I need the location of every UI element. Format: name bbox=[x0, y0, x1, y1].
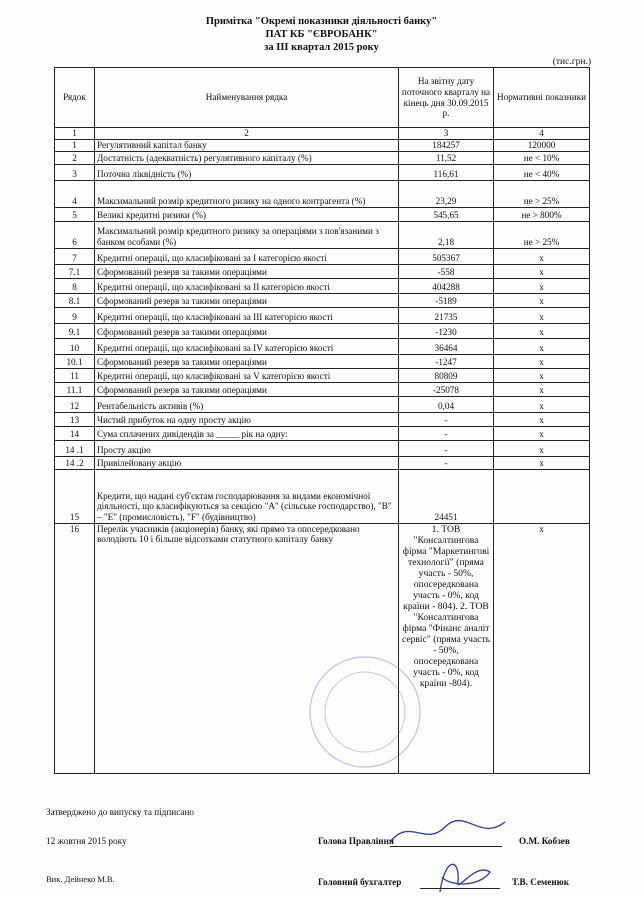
col-num: 2 bbox=[95, 128, 399, 140]
row-norm: x bbox=[494, 338, 590, 354]
row-number: 11 bbox=[55, 368, 95, 382]
row-value: - bbox=[399, 456, 494, 469]
row-name: Сформований резерв за такими операціями bbox=[95, 354, 399, 368]
row-norm: не < 10% bbox=[494, 151, 590, 164]
row-name: Поточна ліквідність (%) bbox=[95, 164, 399, 180]
row-value: - bbox=[399, 426, 494, 440]
row-value: 11,52 bbox=[399, 151, 494, 164]
header-norm: Нормативні показники bbox=[494, 68, 590, 128]
row-value: 80809 bbox=[399, 368, 494, 382]
row-number: 4 bbox=[55, 180, 95, 207]
header-name: Найменування рядка bbox=[95, 68, 399, 128]
row-value: 1. ТОВ "Консалтингова фірма "Маркетингові технології" (пряма участь - 50%, опосередкована участь - 0%, код країни - 804). 2. ТОВ "Консалтингова фірма "Фінанс аналіт сервіс" (пряма участь - 50%, опосередкована участь - 0%, код країни -804). bbox=[399, 523, 494, 773]
row-norm: не > 25% bbox=[494, 221, 590, 248]
row-name: Кредити, що надані суб'єктам господарювання за видами економічної діяльності, що класифікуються за секцією "А" (сільське господарство), "В" – "Е" (промисловість), "F" (будівництво) bbox=[95, 469, 399, 523]
row-norm: не > 25% bbox=[494, 180, 590, 207]
table-row bbox=[55, 323, 590, 338]
row-norm: x bbox=[494, 323, 590, 338]
row-name: Сформований резерв за такими операціями bbox=[95, 382, 399, 396]
row-number: 2 bbox=[55, 151, 95, 164]
row-number: 1 bbox=[55, 139, 95, 151]
row-name: Регулятивний капітал банку bbox=[95, 139, 399, 151]
row-value: - bbox=[399, 412, 494, 426]
row-value: 21735 bbox=[399, 307, 494, 323]
row-number: 9.1 bbox=[55, 323, 95, 338]
row-value: 505367 bbox=[399, 248, 494, 264]
row-norm: не > 800% bbox=[494, 207, 590, 221]
row-number: 11.1 bbox=[55, 382, 95, 396]
row-number: 14 .2 bbox=[55, 456, 95, 469]
row-norm: x bbox=[494, 307, 590, 323]
row-number: 10 bbox=[55, 338, 95, 354]
row-number: 15 bbox=[55, 469, 95, 523]
row-name: Сума сплачених дивідендів за _____ рік на одну: bbox=[95, 426, 399, 440]
row-name: Сформований резерв за такими операціями bbox=[95, 264, 399, 278]
row-value: 0,04 bbox=[399, 396, 494, 412]
col-num: 1 bbox=[55, 128, 95, 140]
row-norm: x bbox=[494, 382, 590, 396]
row-name: Сформований резерв за такими операціями bbox=[95, 323, 399, 338]
row-name: Привілейовану акцію bbox=[95, 456, 399, 469]
row-name: Максимальний розмір кредитного ризику на одного контрагента (%) bbox=[95, 180, 399, 207]
row-norm: x bbox=[494, 440, 590, 456]
row-norm bbox=[494, 469, 590, 523]
row-value: 36464 bbox=[399, 338, 494, 354]
row-name: Кредитні операції, що класифіковані за ІV категорією якості bbox=[95, 338, 399, 354]
row-name: Достатність (адекватність) регулятивного капіталу (%) bbox=[95, 151, 399, 164]
row-number: 13 bbox=[55, 412, 95, 426]
row-name: Кредитні операції, що класифіковані за ІІІ категорією якості bbox=[95, 307, 399, 323]
row-norm: x bbox=[494, 426, 590, 440]
units-label: (тис.грн.) bbox=[552, 57, 591, 67]
row-norm: x bbox=[494, 293, 590, 307]
row-number: 6 bbox=[55, 221, 95, 248]
row-norm: x bbox=[494, 456, 590, 469]
table-row bbox=[55, 338, 590, 354]
row-value: 2,18 bbox=[399, 221, 494, 248]
row-value: 116,61 bbox=[399, 164, 494, 180]
row-value: 23,29 bbox=[399, 180, 494, 207]
row-value: 184257 bbox=[399, 139, 494, 151]
row-value: 545,65 bbox=[399, 207, 494, 221]
table-row bbox=[55, 307, 590, 323]
row-number: 10.1 bbox=[55, 354, 95, 368]
row-name: Перелік учасників (акціонерів) банку, які прямо та опосередковано володіють 10 і більше відсотками статутного капіталу банку bbox=[95, 523, 399, 773]
row-norm: x bbox=[494, 278, 590, 293]
row-number: 7 bbox=[55, 248, 95, 264]
approval-date: 12 жовтня 2015 року bbox=[46, 836, 127, 846]
row-name: Сформований резерв за такими операціями bbox=[95, 293, 399, 307]
accountant-title: Головний бухгалтер bbox=[318, 877, 402, 887]
table-row bbox=[55, 293, 590, 307]
row-name: Кредитні операції, що класифіковані за ІІ категорією якості bbox=[95, 278, 399, 293]
table-row bbox=[55, 354, 590, 368]
row-name: Кредитні операції, що класифіковані за І категорією якості bbox=[95, 248, 399, 264]
table-row bbox=[55, 207, 590, 221]
row-name: Великі кредитні ризики (%) bbox=[95, 207, 399, 221]
table-row bbox=[55, 382, 590, 396]
row-value: -5189 bbox=[399, 293, 494, 307]
row-value: -1247 bbox=[399, 354, 494, 368]
row-value: -558 bbox=[399, 264, 494, 278]
row-norm: 120000 bbox=[494, 139, 590, 151]
row-number: 8.1 bbox=[55, 293, 95, 307]
row-value: 404288 bbox=[399, 278, 494, 293]
doc-title: Примітка "Окремі показники діяльності банку" bbox=[205, 16, 438, 27]
row-number: 9 bbox=[55, 307, 95, 323]
row-value: -1230 bbox=[399, 323, 494, 338]
head-name: О.М. Кобзев bbox=[519, 836, 570, 846]
row-number: 14 .1 bbox=[55, 440, 95, 456]
table-row bbox=[55, 151, 590, 164]
table-row bbox=[55, 440, 590, 456]
row-name: Максимальний розмір кредитного ризику за операціями з пов'язаними з банком особами (%) bbox=[95, 221, 399, 248]
col-num: 3 bbox=[399, 128, 494, 140]
bank-name: ПАТ КБ "ЄВРОБАНК" bbox=[265, 29, 378, 40]
table-row bbox=[55, 164, 590, 180]
accountant-signature bbox=[430, 852, 500, 897]
approval-note: Затверджено до випуску та підписано bbox=[46, 807, 194, 817]
table-row bbox=[55, 456, 590, 469]
row-norm: x bbox=[494, 354, 590, 368]
row-norm: x bbox=[494, 396, 590, 412]
head-title: Голова Правління bbox=[318, 836, 394, 846]
row-value: 24451 bbox=[399, 469, 494, 523]
head-signature bbox=[385, 812, 515, 852]
table-row bbox=[55, 469, 590, 523]
row-norm: x bbox=[494, 368, 590, 382]
table-row bbox=[55, 221, 590, 248]
row-name: Рентабельність активів (%) bbox=[95, 396, 399, 412]
table-row bbox=[55, 412, 590, 426]
row-norm: не < 40% bbox=[494, 164, 590, 180]
table-row bbox=[55, 139, 590, 151]
row-norm: x bbox=[494, 248, 590, 264]
column-numbers-row bbox=[55, 128, 590, 140]
table-row bbox=[55, 278, 590, 293]
period: за ІІІ квартал 2015 року bbox=[264, 42, 379, 53]
row-name: Просту акцію bbox=[95, 440, 399, 456]
row-number: 14 bbox=[55, 426, 95, 440]
table-row bbox=[55, 396, 590, 412]
accountant-name: Т.В. Семенюк bbox=[512, 877, 569, 887]
table-row bbox=[55, 426, 590, 440]
row-value: -25078 bbox=[399, 382, 494, 396]
table-row bbox=[55, 248, 590, 264]
header-value: На звітну дату поточного кварталу на кінець дня 30.09.2015 р. bbox=[399, 68, 494, 128]
row-norm: x bbox=[494, 264, 590, 278]
executor: Вик. Дейнеко М.В. bbox=[46, 874, 115, 884]
table-row bbox=[55, 180, 590, 207]
table-row bbox=[55, 264, 590, 278]
row-number: 8 bbox=[55, 278, 95, 293]
header-row: Рядок bbox=[55, 68, 95, 128]
row-number: 16 bbox=[55, 523, 95, 773]
row-value: - bbox=[399, 440, 494, 456]
row-norm: x bbox=[494, 412, 590, 426]
row-name: Чистий прибуток на одну просту акцію bbox=[95, 412, 399, 426]
row-name: Кредитні операції, що класифіковані за V категорією якості bbox=[95, 368, 399, 382]
row-number: 3 bbox=[55, 164, 95, 180]
row-number: 12 bbox=[55, 396, 95, 412]
col-num: 4 bbox=[494, 128, 590, 140]
row-number: 5 bbox=[55, 207, 95, 221]
table-row bbox=[55, 368, 590, 382]
bank-stamp bbox=[300, 640, 430, 780]
table-header bbox=[55, 68, 590, 128]
row-number: 7.1 bbox=[55, 264, 95, 278]
row-norm: x bbox=[494, 523, 590, 773]
